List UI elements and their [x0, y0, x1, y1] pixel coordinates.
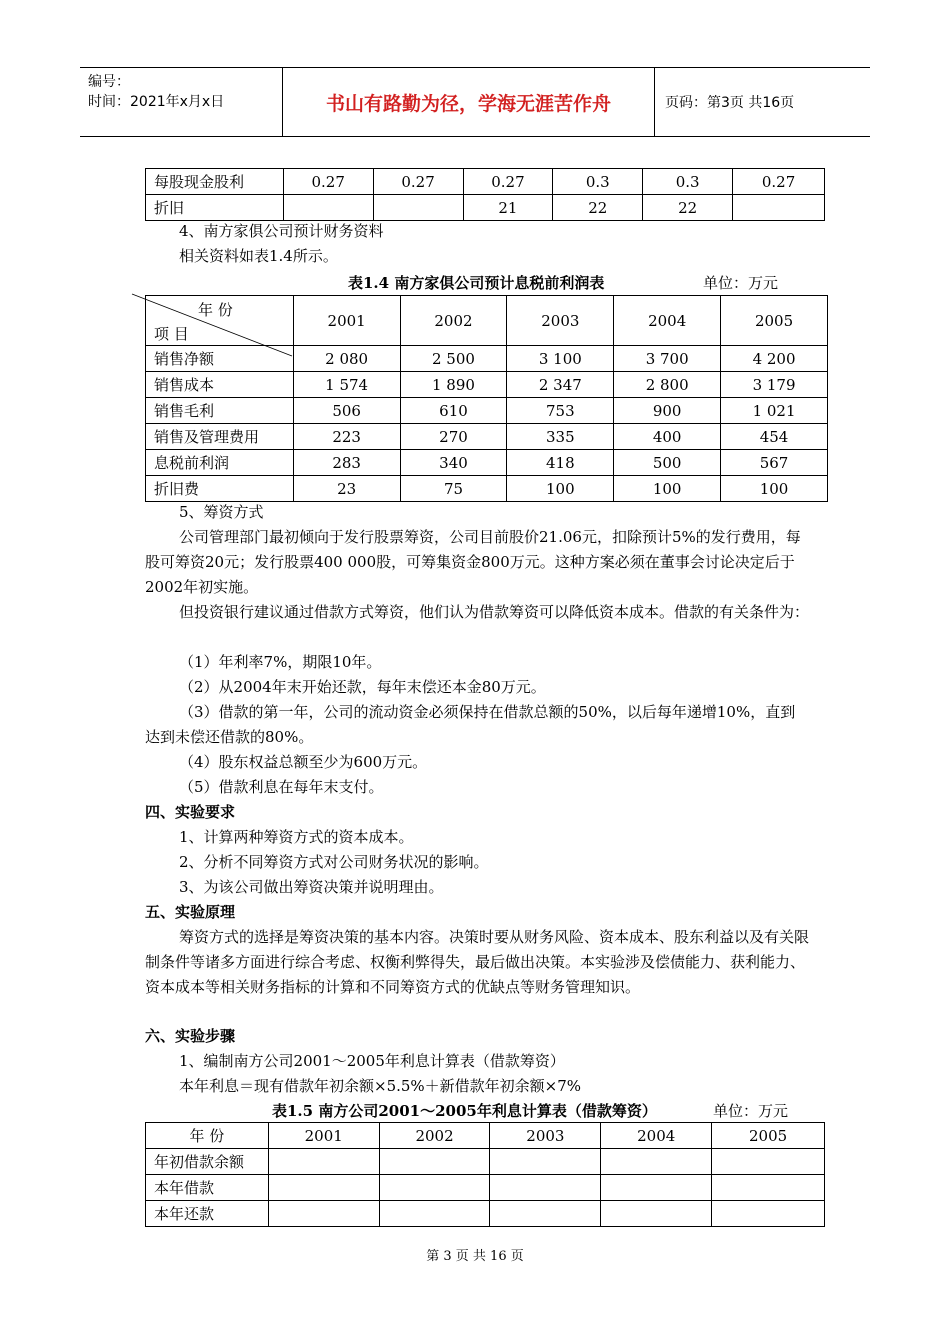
table-cell: 3 179: [721, 372, 828, 398]
row-label: 折旧: [146, 195, 284, 221]
time-label: 时间：2021年x月x日: [88, 94, 225, 110]
table-cell: 610: [400, 398, 507, 424]
section5-paragraph-2: 但投资银行建议通过借款方式筹资，他们认为借款筹资可以降低资本成本。借款的有关条件为：: [179, 603, 810, 621]
step-1: 1、编制南方公司2001～2005年利息计算表（借款筹资）: [179, 1052, 565, 1070]
table-cell: 0.27: [373, 169, 463, 195]
table-cell: 0.27: [733, 169, 825, 195]
table-header-row: [146, 296, 828, 346]
table-cell: 0.3: [553, 169, 643, 195]
table-cell: 22: [553, 195, 643, 221]
table-cell: 567: [721, 450, 828, 476]
corner-cell: [146, 296, 294, 346]
row-label: 折旧费: [146, 476, 294, 502]
table-cell: [712, 1201, 825, 1227]
year-header: 2003: [507, 296, 614, 346]
table-cell: 21: [463, 195, 553, 221]
principle-paragraph: 筹资方式的选择是筹资决策的基本内容。决策时要从财务风险、资本成本、股东利益以及有关限制条件等诸多方面进行综合考虑、权衡利弊得失，最后做出决策。本实验涉及偿债能力、获利能力、资本成本等相关财务指标的计算和不同筹资方式的优缺点等财务管理知识。: [145, 928, 810, 996]
table-cell: 100: [614, 476, 721, 502]
section4-intro: 相关资料如表1.4所示。: [179, 247, 338, 265]
row-label: 年初借款余额: [146, 1149, 269, 1175]
section-heading-principle: 五、实验原理: [145, 903, 236, 921]
table-cell: 270: [400, 424, 507, 450]
table-cell: [268, 1149, 379, 1175]
year-header: 2004: [601, 1123, 712, 1149]
table-cell: 2 080: [293, 346, 400, 372]
table-cell: 0.3: [643, 169, 733, 195]
year-header: 2003: [490, 1123, 601, 1149]
header-meta: [80, 68, 283, 136]
table-cell: 506: [293, 398, 400, 424]
list-item: 2、分析不同筹资方式对公司财务状况的影响。: [179, 853, 489, 871]
table-cell: [712, 1149, 825, 1175]
table-cell: [601, 1201, 712, 1227]
table-cell: 223: [293, 424, 400, 450]
table-cell: [712, 1175, 825, 1201]
year-header: 2005: [721, 296, 828, 346]
corner-cell: 年 份: [146, 1123, 269, 1149]
table-cell: 1 021: [721, 398, 828, 424]
table-cell: [601, 1149, 712, 1175]
table-cell: 1 574: [293, 372, 400, 398]
table-row: [146, 372, 828, 398]
section5-title: 5、筹资方式: [179, 503, 264, 521]
table-cell: 454: [721, 424, 828, 450]
table-cell: [379, 1149, 490, 1175]
year-header: 2001: [293, 296, 400, 346]
year-header: 2002: [379, 1123, 490, 1149]
row-label: 销售成本: [146, 372, 294, 398]
condition-1: （1）年利率7%，期限10年。: [179, 653, 382, 671]
table-row: [146, 1201, 825, 1227]
year-header: 2001: [268, 1123, 379, 1149]
table-cell: 3 700: [614, 346, 721, 372]
list-item: 3、为该公司做出筹资决策并说明理由。: [179, 878, 444, 896]
page-header: [80, 67, 870, 137]
table-row: [146, 169, 825, 195]
table-cell: 2 500: [400, 346, 507, 372]
number-label: 编号：: [88, 74, 130, 90]
row-label: 本年还款: [146, 1201, 269, 1227]
table-cell: 3 100: [507, 346, 614, 372]
table-cell: [601, 1175, 712, 1201]
table-row: [146, 450, 828, 476]
table15-caption: 表1.5 南方公司2001～2005年利息计算表（借款筹资）: [272, 1102, 657, 1120]
interest-formula: 本年利息＝现有借款年初余额×5.5%＋新借款年初余额×7%: [179, 1077, 582, 1095]
table-cell: [379, 1175, 490, 1201]
table-cell: 500: [614, 450, 721, 476]
corner-item-label: 项 目: [154, 325, 189, 343]
table-row: [146, 424, 828, 450]
condition-4: （4）股东权益总额至少为600万元。: [179, 753, 428, 771]
table-cell: [490, 1175, 601, 1201]
table-cell: 2 800: [614, 372, 721, 398]
table-row: [146, 1175, 825, 1201]
row-label: 销售及管理费用: [146, 424, 294, 450]
table-cell: [490, 1201, 601, 1227]
header-motto: 书山有路勤为径，学海无涯苦作舟: [283, 68, 655, 136]
table-cell: 753: [507, 398, 614, 424]
row-label: 每股现金股利: [146, 169, 284, 195]
table-cell: [379, 1201, 490, 1227]
section5-paragraph-1: 公司管理部门最初倾向于发行股票筹资，公司目前股价21.06元，扣除预计5%的发行费用，每股可筹资20元；发行股票400 000股，可筹集资金800万元。这种方案必须在董事会讨论决定后于2002年初实施。: [145, 528, 801, 596]
row-label: 息税前利润: [146, 450, 294, 476]
row-label: 销售净额: [146, 346, 294, 372]
table14-unit: 单位：万元: [703, 274, 779, 292]
condition-2: （2）从2004年末开始还款，每年末偿还本金80万元。: [179, 678, 546, 696]
dividend-table: [145, 168, 825, 221]
table-row: [146, 476, 828, 502]
table-cell: 1 890: [400, 372, 507, 398]
table-row: [146, 1149, 825, 1175]
table-row: [146, 195, 825, 221]
year-header: 2004: [614, 296, 721, 346]
table-cell: 23: [293, 476, 400, 502]
corner-year-label: 年 份: [198, 301, 233, 319]
row-label: 销售毛利: [146, 398, 294, 424]
table-cell: 340: [400, 450, 507, 476]
table-cell: [373, 195, 463, 221]
table-cell: 283: [293, 450, 400, 476]
table-cell: 75: [400, 476, 507, 502]
row-label: 本年借款: [146, 1175, 269, 1201]
header-page-label: 页码：第3页 共16页: [665, 95, 795, 111]
year-header: 2002: [400, 296, 507, 346]
table-cell: 4 200: [721, 346, 828, 372]
table-cell: 0.27: [283, 169, 373, 195]
table-cell: [283, 195, 373, 221]
table14-caption: 表1.4 南方家俱公司预计息税前利润表: [348, 274, 605, 292]
table-cell: 900: [614, 398, 721, 424]
interest-table: [145, 1122, 825, 1227]
section-heading-requirements: 四、实验要求: [145, 803, 236, 821]
section4-title: 4、南方家俱公司预计财务资料: [179, 222, 384, 240]
table-cell: [733, 195, 825, 221]
table-cell: [490, 1149, 601, 1175]
table-cell: 400: [614, 424, 721, 450]
table15-unit: 单位：万元: [713, 1102, 789, 1120]
condition-5: （5）借款利息在每年末支付。: [179, 778, 384, 796]
table-cell: 0.27: [463, 169, 553, 195]
table-cell: 418: [507, 450, 614, 476]
ebit-table: [145, 295, 828, 502]
page-footer: 第 3 页 共 16 页: [426, 1249, 524, 1264]
table-header-row: [146, 1123, 825, 1149]
table-cell: 2 347: [507, 372, 614, 398]
list-item: 1、计算两种筹资方式的资本成本。: [179, 828, 414, 846]
year-header: 2005: [712, 1123, 825, 1149]
table-cell: 100: [507, 476, 614, 502]
table-cell: 335: [507, 424, 614, 450]
table-cell: 22: [643, 195, 733, 221]
table-cell: [268, 1175, 379, 1201]
condition-3: （3）借款的第一年，公司的流动资金必须保持在借款总额的50%，以后每年递增10%，直到达到未偿还借款的80%。: [145, 703, 796, 746]
table-row: [146, 398, 828, 424]
table-cell: [268, 1201, 379, 1227]
table-cell: 100: [721, 476, 828, 502]
section-heading-steps: 六、实验步骤: [145, 1027, 236, 1045]
